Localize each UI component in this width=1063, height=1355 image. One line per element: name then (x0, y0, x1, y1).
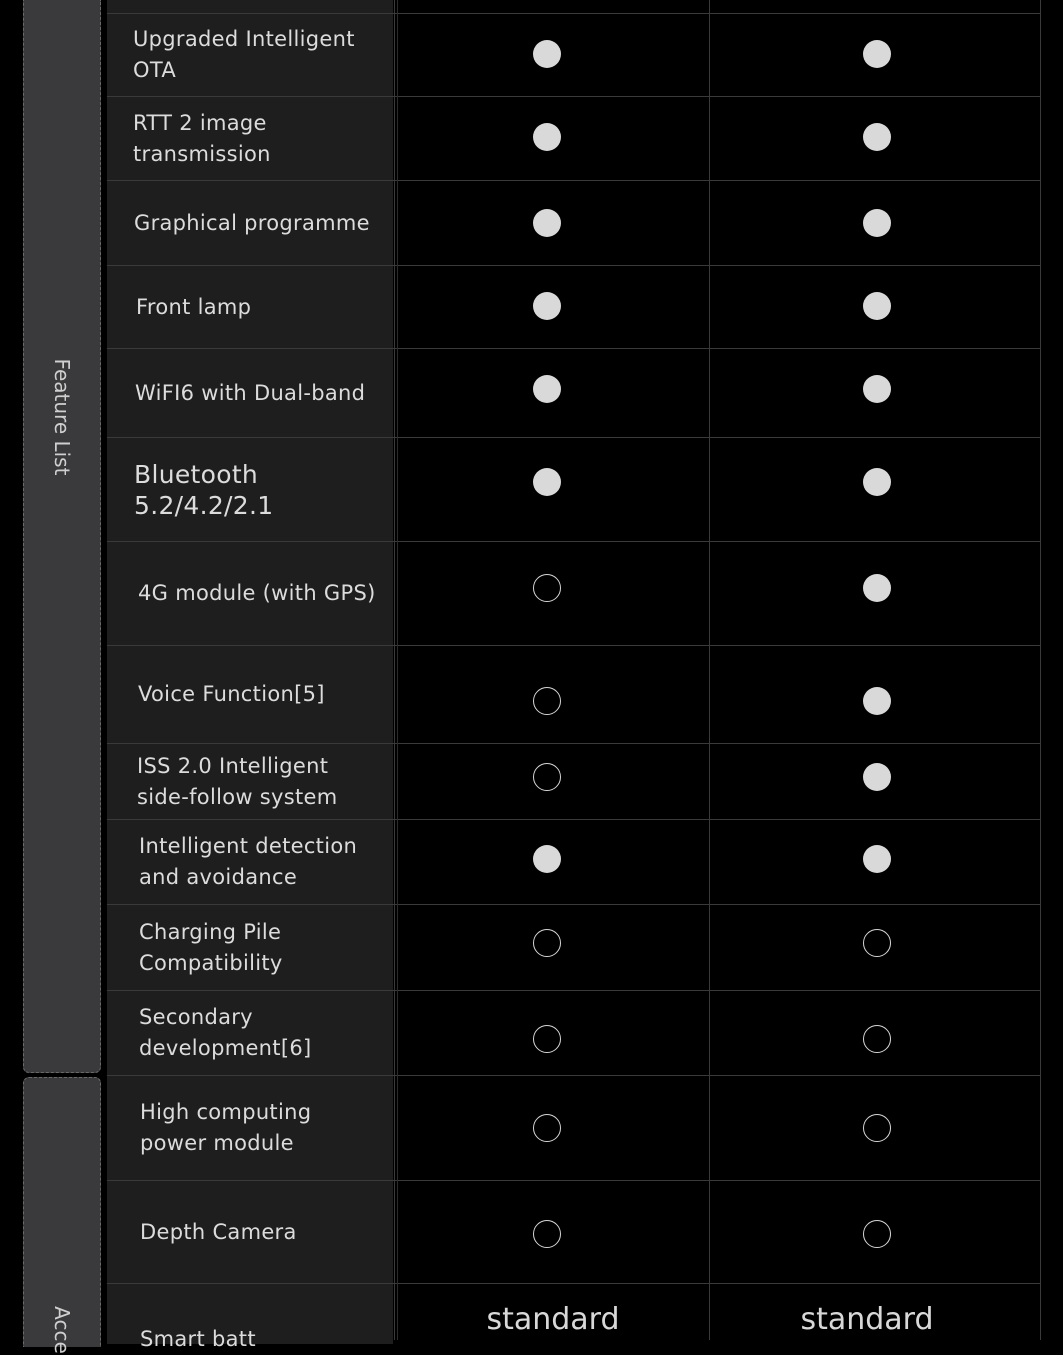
table-row (107, 181, 1041, 266)
feature-label: Front lamp (107, 266, 393, 348)
feature-label: Upgraded Intelligent OTA (107, 14, 393, 96)
empty-circle-icon (533, 763, 561, 791)
filled-circle-icon (863, 40, 891, 68)
table-row (107, 744, 1041, 820)
table-row-top-partial (107, 0, 1041, 14)
sidebar-label-accessories: Acce (50, 1306, 74, 1354)
filled-circle-icon (533, 468, 561, 496)
standard-value: standard (486, 1302, 620, 1337)
column-divider (709, 0, 710, 1340)
empty-circle-icon (533, 1220, 561, 1248)
table-row (107, 349, 1041, 438)
feature-label: ISS 2.0 Intelligent side-follow system (107, 744, 393, 819)
feature-label: Smart batt (107, 1284, 393, 1344)
column-divider (397, 0, 398, 1340)
filled-circle-icon (863, 845, 891, 873)
sidebar-tab-feature-list[interactable] (23, 0, 101, 1073)
table-row (107, 1284, 1041, 1351)
empty-circle-icon (533, 687, 561, 715)
filled-circle-icon (863, 292, 891, 320)
table-row (107, 438, 1041, 542)
empty-circle-icon (863, 1114, 891, 1142)
feature-label: Intelligent detection and avoidance (107, 820, 393, 904)
filled-circle-icon (863, 375, 891, 403)
table-row (107, 991, 1041, 1076)
filled-circle-icon (533, 292, 561, 320)
table-row (107, 266, 1041, 349)
table-row (107, 646, 1041, 744)
column-divider (1040, 0, 1041, 1340)
sidebar-tab-accessories[interactable] (23, 1077, 101, 1354)
filled-circle-icon (533, 209, 561, 237)
feature-comparison-table (107, 0, 1041, 1351)
feature-label: High computing power module (107, 1076, 393, 1180)
filled-circle-icon (863, 687, 891, 715)
table-row (107, 97, 1041, 181)
filled-circle-icon (863, 468, 891, 496)
empty-circle-icon (863, 1220, 891, 1248)
filled-circle-icon (533, 123, 561, 151)
empty-circle-icon (533, 1114, 561, 1142)
empty-circle-icon (533, 1025, 561, 1053)
feature-label: 4G module (with GPS) (107, 542, 393, 645)
filled-circle-icon (533, 845, 561, 873)
standard-value: standard (800, 1302, 934, 1337)
column-divider (394, 0, 395, 1340)
feature-label: Depth Camera (107, 1181, 393, 1283)
sidebar-label-feature-list: Feature List (50, 358, 74, 476)
filled-circle-icon (863, 209, 891, 237)
empty-circle-icon (533, 574, 561, 602)
filled-circle-icon (533, 375, 561, 403)
table-row (107, 1181, 1041, 1284)
empty-circle-icon (863, 1025, 891, 1053)
empty-circle-icon (863, 929, 891, 957)
table-row (107, 820, 1041, 905)
feature-label: Charging Pile Compatibility (107, 905, 393, 990)
label-cell (107, 0, 393, 13)
feature-label: Bluetooth 5.2/4.2/2.1 (107, 438, 393, 541)
filled-circle-icon (863, 123, 891, 151)
table-row (107, 905, 1041, 991)
feature-label: Secondary development[6] (107, 991, 393, 1075)
filled-circle-icon (863, 574, 891, 602)
feature-label: Graphical programme (107, 181, 393, 265)
filled-circle-icon (863, 763, 891, 791)
table-row (107, 542, 1041, 646)
table-row (107, 14, 1041, 97)
feature-label: RTT 2 image transmission (107, 97, 393, 180)
feature-label: WiFI6 with Dual-band (107, 349, 393, 437)
filled-circle-icon (533, 40, 561, 68)
empty-circle-icon (533, 929, 561, 957)
table-row (107, 1076, 1041, 1181)
feature-label: Voice Function[5] (107, 646, 393, 743)
